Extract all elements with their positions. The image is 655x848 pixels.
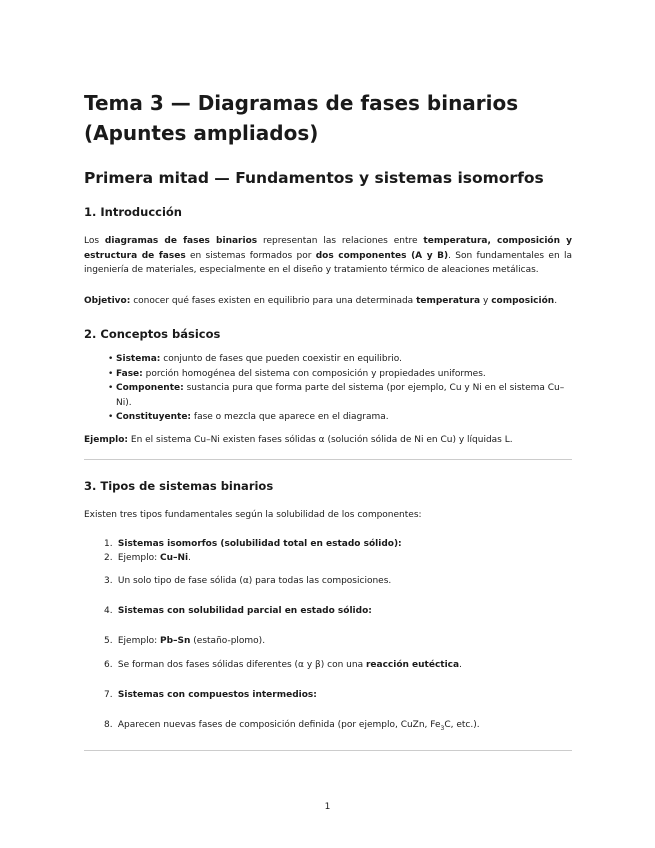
item-number: 4. (104, 605, 113, 616)
item-number: 5. (104, 635, 113, 646)
item-number: 2. (104, 552, 113, 563)
term: Constituyente: (116, 412, 192, 423)
section-divider (84, 459, 572, 460)
item-number: 8. (104, 719, 113, 730)
text-run: . Son fundamentales en la ingeniería de materiales, especialmente en el diseño y tratamiento térmico de aleaciones metálicas. (84, 250, 572, 275)
list-item (84, 718, 572, 736)
item-number: 3. (104, 575, 113, 586)
section-subtitle: Primera mitad — Fundamentos y sistemas isomorfos (84, 169, 544, 187)
section-divider (84, 750, 572, 751)
term: Sistema: (116, 354, 161, 364)
list-item (84, 658, 572, 672)
list-item (108, 367, 572, 382)
text-run: conocer qué fases existen en equilibrio para una determinada (130, 295, 417, 306)
text-run: . (188, 552, 191, 563)
definition: fase o mezcla que aparece en el diagrama. (191, 412, 389, 423)
text-run: . (554, 295, 558, 306)
text-run: C, etc.). (444, 719, 480, 730)
item-number: 7. (104, 689, 113, 700)
page-title: Tema 3 — Diagramas de fases binarios (Apuntes ampliados) (84, 91, 519, 145)
text-run: representan las relaciones entre (257, 236, 424, 246)
list-item (84, 551, 572, 565)
list-item (84, 537, 572, 551)
bold-run: Pb–Sn (159, 635, 191, 646)
item-number: 6. (104, 659, 113, 670)
list-item (84, 634, 572, 648)
bold-run: Sistemas isomorfos (solubilidad total en estado sólido): (117, 538, 402, 549)
bold-run: composición (491, 295, 555, 306)
objective-label: Objetivo: (84, 295, 131, 306)
intro-paragraph (84, 234, 572, 278)
text-run: En el sistema Cu–Ni existen fases sólidas α (solución sólida de Ni en Cu) y líquidas L. (128, 434, 513, 445)
concepts-list (84, 352, 572, 425)
types-intro: Existen tres tipos fundamentales según la solubilidad de los componentes: (84, 510, 422, 521)
text-run: Aparecen nuevas fases de composición definida (por ejemplo, CuZn, Fe (117, 719, 441, 730)
bold-run: Cu–Ni (159, 552, 189, 563)
item-number: 1. (104, 538, 113, 549)
list-item (84, 688, 572, 702)
definition: porción homogénea del sistema con composición y propiedades uniformes. (142, 368, 486, 379)
types-list (84, 537, 572, 736)
text-run: Se forman dos fases sólidas diferentes (α y β) con una (117, 659, 366, 670)
list-item (108, 352, 572, 367)
document-page (84, 88, 572, 751)
list-item (84, 574, 572, 588)
page-number: 1 (324, 802, 331, 812)
text-run: Ejemplo: (117, 552, 160, 563)
text-run: en sistemas formados por (185, 250, 316, 261)
bold-run: reacción eutéctica (365, 659, 460, 670)
definition: conjunto de fases que pueden coexistir en equilibrio. (160, 354, 402, 364)
bold-run: Sistemas con compuestos intermedios: (117, 689, 317, 700)
text-run: Ejemplo: (117, 635, 160, 646)
heading-tipos: 3. Tipos de sistemas binarios (84, 479, 274, 494)
text-run: y (480, 295, 492, 306)
definition: sustancia pura que forma parte del sistema (por ejemplo, Cu y Ni en el sistema Cu–Ni). (116, 383, 565, 408)
text-run: (estaño-plomo). (190, 635, 266, 646)
text-run: Los (84, 236, 105, 246)
list-item (108, 410, 572, 425)
term: Fase: (116, 368, 143, 379)
text-run: Un solo tipo de fase sólida (α) para todas las composiciones. (117, 575, 392, 586)
example-label: Ejemplo: (84, 434, 129, 445)
bold-run: temperatura, composición y estructura de fases (84, 236, 573, 261)
bold-run: dos componentes (A y B) (315, 250, 449, 261)
list-item (108, 381, 572, 410)
bold-run: diagramas de fases binarios (104, 236, 258, 246)
term: Componente: (116, 383, 184, 394)
bold-run: temperatura (416, 295, 481, 306)
subscript: 3 (440, 724, 445, 732)
heading-conceptos: 2. Conceptos básicos (84, 327, 221, 341)
heading-introduccion: 1. Introducción (84, 205, 182, 219)
objective-paragraph (84, 294, 572, 309)
bold-run: Sistemas con solubilidad parcial en estado sólido: (117, 605, 372, 616)
text-run: . (459, 659, 462, 670)
list-item (84, 604, 572, 618)
example-paragraph (84, 433, 572, 448)
